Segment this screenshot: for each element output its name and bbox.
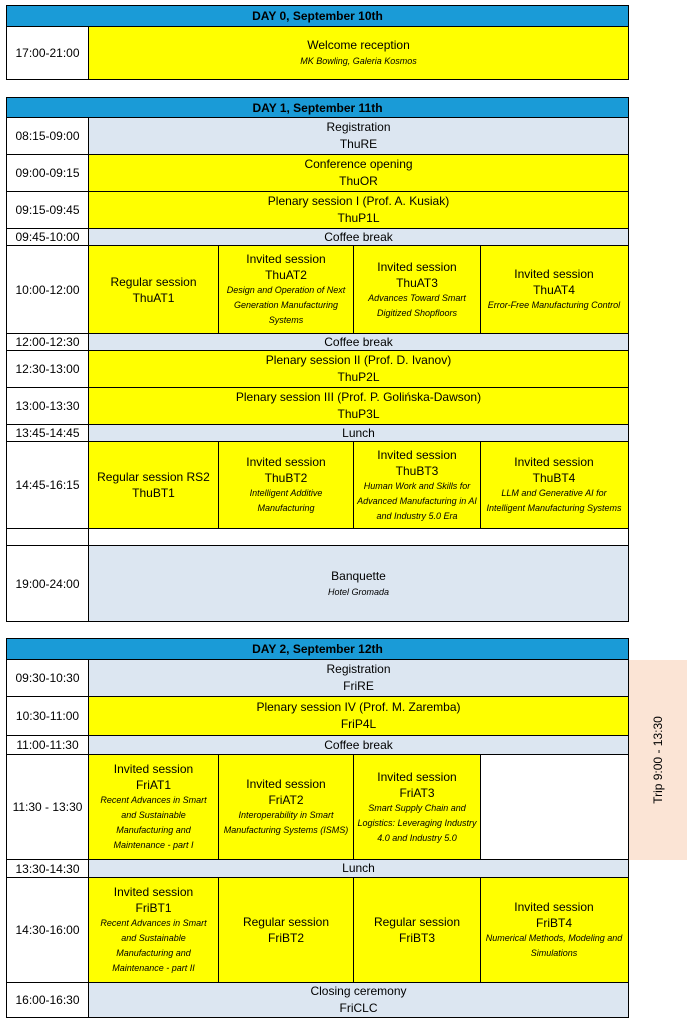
session-topic: Error-Free Manufacturing Control (487, 300, 621, 310)
session-cell (89, 442, 219, 528)
schedule-row (7, 442, 628, 529)
event-cell (89, 334, 628, 350)
event-cell (89, 697, 628, 735)
event-cell (89, 983, 628, 1017)
empty-session-cell (481, 755, 627, 859)
time-cell: 08:15-09:00 (7, 118, 89, 154)
session-cell (354, 878, 481, 982)
day2-table (6, 638, 629, 1018)
session-topic: Design and Operation of Next Generation Manufacturing Systems (226, 285, 346, 325)
schedule-row (7, 425, 628, 442)
schedule-row (7, 388, 628, 425)
session-cell (219, 878, 354, 982)
time-cell: 13:00-13:30 (7, 388, 89, 424)
event-title: Conference opening (304, 157, 413, 171)
session-title: Invited session (246, 777, 326, 791)
event-title: Plenary session IV (Prof. M. Zaremba) (256, 700, 461, 714)
session-title: Invited session (246, 455, 326, 469)
trip-banner (629, 660, 687, 860)
session-code: ThuAT3 (396, 275, 438, 290)
session-title: Invited session (514, 267, 594, 281)
event-title: Plenary session I (Prof. A. Kusiak) (267, 194, 450, 208)
event-cell (89, 860, 628, 877)
event-code: FriP4L (340, 717, 377, 731)
event-cell (89, 118, 628, 154)
session-code: FriAT1 (135, 778, 172, 792)
event-code: FriCLC (339, 1001, 378, 1015)
event-cell (89, 736, 628, 754)
event-code: ThuP1L (337, 211, 380, 225)
session-cell (354, 755, 481, 859)
event-code: ThuOR (339, 174, 378, 188)
session-code: ThuBT2 (264, 471, 308, 485)
event-location: MK Bowling, Galeria Kosmos (300, 56, 417, 66)
schedule-row (7, 229, 628, 246)
schedule-row (7, 334, 628, 351)
session-title: Regular session (242, 915, 330, 929)
event-title: Coffee break (324, 334, 393, 349)
parallel-sessions (89, 755, 628, 859)
event-title: Plenary session II (Prof. D. Ivanov) (265, 353, 452, 367)
session-code: ThuAT4 (533, 283, 575, 297)
event-title: Registration (326, 662, 391, 676)
session-code: FriBT2 (268, 931, 304, 945)
day1-table (6, 97, 629, 622)
event-cell (89, 229, 628, 245)
time-cell: 09:00-09:15 (7, 155, 89, 191)
session-title: Invited session (246, 252, 326, 266)
schedule-row (7, 697, 628, 736)
day1-header: DAY 1, September 11th (7, 97, 628, 118)
session-topic: Intelligent Additive Manufacturing (249, 488, 323, 513)
parallel-sessions (89, 246, 628, 333)
session-cell (89, 246, 219, 333)
session-cell (219, 442, 354, 528)
event-location: Hotel Gromada (327, 586, 390, 597)
session-cell (481, 246, 627, 333)
session-cell (89, 755, 219, 859)
schedule-row (7, 736, 628, 755)
day2-header: DAY 2, September 12th (7, 638, 628, 660)
schedule-row (7, 27, 628, 80)
time-cell: 13:45-14:45 (7, 425, 89, 441)
event-title: Registration (326, 120, 391, 134)
event-cell (89, 425, 628, 441)
session-title: Invited session (377, 769, 457, 784)
time-cell: 11:30 - 13:30 (7, 755, 89, 859)
session-topic: Advances Toward Smart Digitized Shopfloors (368, 292, 466, 318)
event-title: Banquette (331, 568, 386, 583)
parallel-sessions (89, 878, 628, 982)
session-topic: Interoperability in Smart Manufacturing Systems (ISMS) (223, 810, 349, 835)
day0-table (6, 5, 629, 80)
time-cell: 12:00-12:30 (7, 334, 89, 350)
session-title: Invited session (377, 447, 457, 462)
session-cell (481, 878, 627, 982)
time-cell (7, 529, 89, 545)
time-cell: 09:30-10:30 (7, 660, 89, 696)
event-title: Lunch (342, 861, 375, 875)
schedule-row (7, 246, 628, 334)
schedule-row (7, 351, 628, 388)
session-code: ThuBT1 (132, 486, 175, 500)
session-title: Invited session (113, 762, 194, 776)
session-topic: Human Work and Skills for Advanced Manufacturing in AI and Industry 5.0 Era (357, 480, 477, 521)
event-title: Welcome reception (307, 38, 410, 52)
session-topic: Recent Advances in Smart and Sustainable Manufacturing and Maintenance - part I (100, 795, 207, 850)
schedule-row (7, 860, 628, 878)
event-code: ThuP3L (337, 407, 380, 421)
event-code: FriRE (343, 679, 374, 693)
event-cell (89, 388, 628, 424)
event-cell (89, 155, 628, 191)
session-title: Regular session (373, 915, 461, 929)
session-title: Invited session (514, 900, 594, 914)
session-code: FriBT3 (399, 931, 435, 945)
session-code: FriAT3 (399, 785, 435, 800)
time-cell: 14:30-16:00 (7, 878, 89, 982)
time-cell: 09:15-09:45 (7, 192, 89, 228)
time-cell: 17:00-21:00 (7, 27, 89, 79)
session-title: Invited session (514, 455, 594, 469)
event-title: Plenary session III (Prof. P. Golińska-Dawson) (235, 390, 482, 404)
schedule-row (7, 755, 628, 860)
time-cell: 10:30-11:00 (7, 697, 89, 735)
time-cell: 11:00-11:30 (7, 736, 89, 754)
session-code: ThuAT2 (265, 268, 307, 282)
session-cell (89, 878, 219, 982)
time-cell: 10:00-12:00 (7, 246, 89, 333)
time-cell: 13:30-14:30 (7, 860, 89, 877)
time-cell: 12:30-13:00 (7, 351, 89, 387)
event-cell (89, 529, 628, 545)
session-cell (219, 246, 354, 333)
session-code: FriBT1 (135, 901, 172, 915)
event-code: ThuRE (339, 137, 378, 151)
session-cell (219, 755, 354, 859)
session-title: Invited session (377, 259, 457, 274)
schedule-row (7, 192, 628, 229)
schedule-row (7, 983, 628, 1018)
day0-header: DAY 0, September 10th (7, 5, 628, 27)
session-cell (354, 442, 481, 528)
time-cell: 09:45-10:00 (7, 229, 89, 245)
schedule-row (7, 155, 628, 192)
event-cell (89, 351, 628, 387)
session-topic: Numerical Methods, Modeling and Simulations (485, 933, 623, 958)
session-cell (354, 246, 481, 333)
session-topic: LLM and Generative AI for Intelligent Manufacturing Systems (486, 488, 622, 513)
event-cell (89, 546, 628, 621)
session-code: ThuBT3 (395, 463, 439, 478)
session-cell (481, 442, 627, 528)
time-cell: 14:45-16:15 (7, 442, 89, 528)
session-code: FriAT2 (268, 793, 304, 807)
trip-label: Trip 9:00 - 13:30 (651, 716, 666, 804)
session-title: Invited session (113, 885, 194, 899)
time-cell: 19:00-24:00 (7, 546, 89, 621)
session-topic: Smart Supply Chain and Logistics: Leveraging Industry 4.0 and Industry 5.0 (357, 802, 477, 843)
session-title: Regular session (110, 274, 197, 289)
event-title: Coffee break (324, 737, 393, 752)
schedule-row (7, 660, 628, 697)
event-cell (89, 660, 628, 696)
event-code: ThuP2L (337, 370, 380, 384)
event-cell (89, 27, 628, 79)
schedule-row (7, 878, 628, 983)
event-title: Coffee break (324, 229, 393, 244)
event-cell (89, 192, 628, 228)
session-topic: Recent Advances in Smart and Sustainable Manufacturing and Maintenance - part II (100, 918, 207, 973)
session-code: ThuAT1 (132, 290, 175, 305)
session-code: ThuBT4 (532, 471, 576, 485)
schedule-row (7, 118, 628, 155)
parallel-sessions (89, 442, 628, 528)
event-title: Closing ceremony (310, 984, 407, 998)
time-cell: 16:00-16:30 (7, 983, 89, 1017)
event-title: Lunch (342, 425, 375, 440)
session-code: FriBT4 (536, 916, 572, 930)
schedule-row (7, 546, 628, 622)
session-title: Regular session RS2 (97, 470, 210, 484)
empty-row (7, 529, 628, 546)
